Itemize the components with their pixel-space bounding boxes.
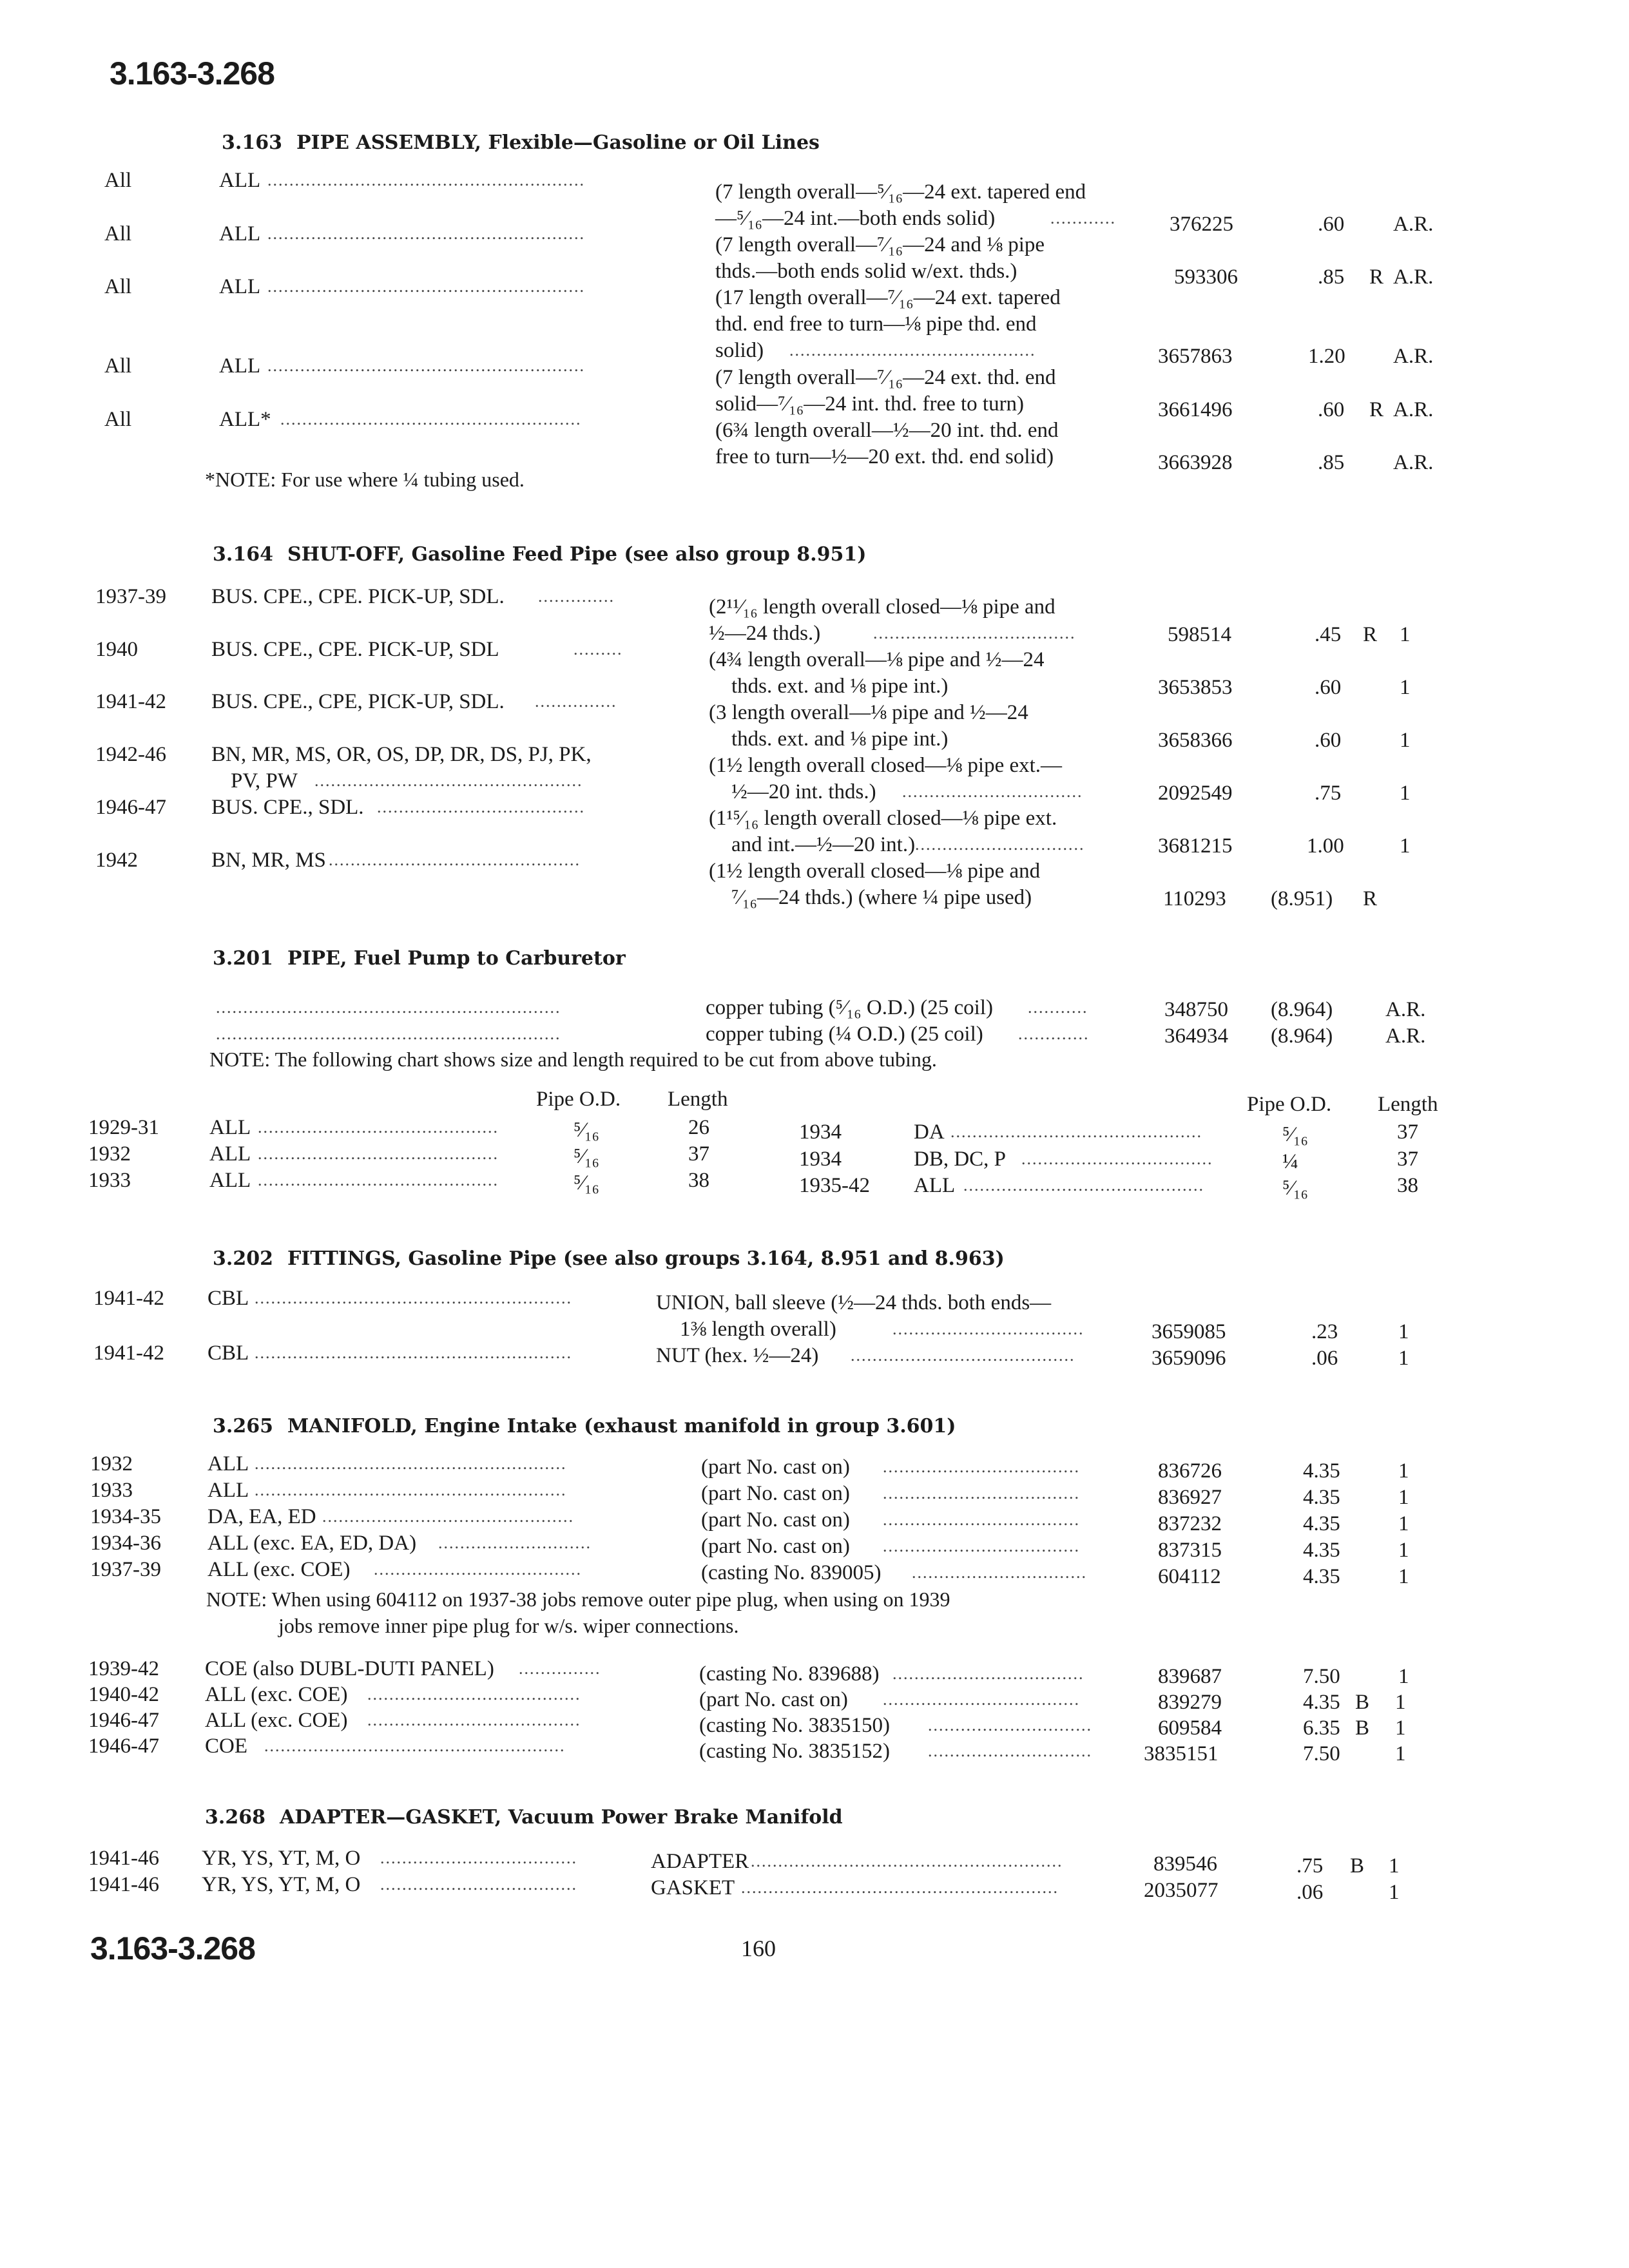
section-3-201-heading — [213, 947, 626, 970]
row-part-number: 3681215 — [1158, 834, 1233, 858]
row-model: YR, YS, YT, M, O — [202, 1847, 361, 1870]
leader-dots: ............... — [519, 1659, 601, 1678]
leader-dots: ............................................ — [258, 1171, 499, 1189]
row-part-number: 3653853 — [1158, 676, 1233, 699]
row-model: ALL — [207, 1479, 249, 1502]
leader-dots: ................................................. — [314, 771, 583, 790]
row-desc-line1: (2¹¹⁄₁₆ length overall closed—⅛ pipe and — [709, 595, 1055, 619]
leader-dots: ............................................ — [963, 1176, 1204, 1195]
row-desc-line2: and int.—½—20 int.) — [731, 833, 916, 856]
section-note-line1: NOTE: When using 604112 on 1937-38 jobs remove outer pipe plug, when using on 1939 — [206, 1588, 950, 1611]
leader-dots: .................................... — [380, 1875, 577, 1894]
row-year: 1937-39 — [95, 585, 166, 608]
row-part-number: 3661496 — [1158, 398, 1233, 421]
leader-dots: ............................................ — [258, 1144, 499, 1163]
row-desc-line1: ADAPTER — [651, 1850, 749, 1873]
row-model: CBL — [207, 1341, 249, 1365]
chart-model: DA — [914, 1120, 945, 1144]
row-model: BN, MR, MS — [211, 849, 326, 872]
row-desc-line1: GASKET — [651, 1876, 735, 1899]
row-part-number: 110293 — [1163, 887, 1226, 910]
row-qty: 1 — [1395, 1691, 1406, 1714]
leader-dots: .............................................. — [329, 850, 581, 869]
row-year: 1940 — [95, 638, 138, 661]
row-flag: R — [1363, 623, 1378, 646]
row-year: 1941-42 — [93, 1287, 164, 1310]
row-year: 1941-42 — [95, 690, 166, 713]
row-part-number: 604112 — [1158, 1565, 1221, 1588]
row-year: 1937-39 — [90, 1558, 161, 1581]
row-part-number: 593306 — [1174, 265, 1238, 289]
row-desc-line1: (part No. cast on) — [701, 1535, 850, 1558]
leader-dots: ....................................... — [367, 1711, 581, 1729]
row-desc-line1: (7 length overall—⁵⁄₁₆—24 ext. tapered end — [715, 180, 1086, 204]
page-header-range: 3.163-3.268 — [110, 55, 275, 91]
row-model: ALL (exc. COE) — [205, 1709, 348, 1732]
leader-dots: ............................................................... — [216, 998, 561, 1017]
leader-dots: ................................... — [1021, 1149, 1213, 1168]
section-title: PIPE, Fuel Pump to Carburetor — [287, 947, 626, 970]
row-price: 7.50 — [1303, 1742, 1340, 1765]
row-part-number: 3663928 — [1158, 451, 1233, 474]
row-desc-line1: UNION, ball sleeve (½—24 thds. both ends— — [656, 1291, 1052, 1314]
row-part-number: 3835151 — [1144, 1742, 1219, 1765]
tubing-desc: copper tubing (⁵⁄₁₆ O.D.) (25 coil) — [706, 996, 993, 1019]
row-price: (8.951) — [1271, 887, 1333, 910]
row-desc-line2: thds. ext. and ⅛ pipe int.) — [731, 675, 949, 698]
chart-year: 1932 — [88, 1142, 131, 1166]
row-year: 1941-42 — [93, 1341, 164, 1365]
row-price: .06 — [1311, 1347, 1338, 1370]
section-number: 3.265 — [213, 1415, 273, 1437]
leader-dots: .......................................................... — [741, 1878, 1059, 1897]
row-qty: 1 — [1398, 1347, 1409, 1370]
section-number: 3.201 — [213, 947, 273, 970]
chart-year: 1934 — [799, 1120, 842, 1144]
row-part-number: 376225 — [1170, 213, 1233, 236]
leader-dots: ...................................... — [374, 1560, 582, 1579]
row-model: BUS. CPE., SDL. — [211, 796, 364, 819]
leader-dots: ............................ — [438, 1533, 592, 1552]
row-desc-line2: ½—24 thds.) — [709, 622, 821, 645]
chart-header-length: Length — [1378, 1093, 1438, 1116]
row-price: .60 — [1315, 676, 1342, 699]
row-model: ALL — [207, 1452, 249, 1475]
row-year: All — [104, 275, 132, 298]
row-year: All — [104, 408, 132, 431]
row-year: 1942 — [95, 849, 138, 872]
chart-header-od: Pipe O.D. — [1247, 1093, 1332, 1116]
leader-dots: .............. — [538, 587, 615, 606]
row-part-number: 837232 — [1158, 1512, 1222, 1535]
row-qty: A.R. — [1393, 213, 1434, 236]
leader-dots: .......................................................... — [255, 1343, 572, 1362]
page-number: 160 — [741, 1936, 776, 1961]
row-flag: R — [1369, 398, 1384, 421]
leader-dots: .......................................................... — [267, 171, 585, 189]
row-qty: A.R. — [1393, 265, 1434, 289]
row-desc-line3: solid) — [715, 339, 764, 362]
chart-od: ⁵⁄₁₆ — [574, 1119, 600, 1142]
leader-dots: .......................................................... — [267, 356, 585, 375]
section-3-164-heading — [213, 543, 866, 566]
chart-year: 1933 — [88, 1169, 131, 1192]
row-part-number: 837315 — [1158, 1539, 1222, 1562]
row-price: 4.35 — [1303, 1691, 1340, 1714]
chart-header-od: Pipe O.D. — [536, 1088, 621, 1111]
chart-od: ¼ — [1282, 1150, 1298, 1173]
section-3-163-heading — [222, 131, 820, 154]
row-price: .60 — [1318, 213, 1345, 236]
row-qty: 1 — [1400, 623, 1411, 646]
section-note: NOTE: The following chart shows size and length required to be cut from above tubing. — [209, 1048, 937, 1071]
row-model: YR, YS, YT, M, O — [202, 1873, 361, 1896]
row-price: (8.964) — [1271, 998, 1333, 1021]
leader-dots: ......... — [574, 640, 623, 658]
row-model: ALL (exc. EA, ED, DA) — [207, 1532, 417, 1555]
section-note-line2: jobs remove inner pipe plug for w/s. wiper connections. — [278, 1614, 739, 1637]
row-desc-line1: (casting No. 3835150) — [699, 1714, 891, 1737]
row-desc-line1: (part No. cast on) — [701, 1508, 850, 1532]
row-desc-line1: (17 length overall—⁷⁄₁₆—24 ext. tapered — [715, 286, 1061, 309]
row-desc-line2: 1⅜ length overall) — [680, 1318, 836, 1341]
leader-dots: .................................... — [380, 1849, 577, 1867]
row-desc-line1: (1¹⁵⁄₁₆ length overall closed—⅛ pipe ext. — [709, 807, 1057, 830]
row-desc-line2: thd. end free to turn—⅛ pipe thd. end — [715, 312, 1037, 336]
row-flag: B — [1350, 1854, 1365, 1878]
row-price: 4.35 — [1303, 1512, 1340, 1535]
row-part-number: 3658366 — [1158, 729, 1233, 752]
leader-dots: .................................... — [883, 1690, 1080, 1709]
row-qty: 1 — [1400, 676, 1411, 699]
row-part-number: 839546 — [1153, 1852, 1217, 1876]
leader-dots: .................................... — [883, 1537, 1080, 1555]
row-desc-line1: (7 length overall—⁷⁄₁₆—24 and ⅛ pipe — [715, 233, 1045, 256]
chart-length: 38 — [688, 1169, 709, 1192]
leader-dots: ......................................................... — [751, 1852, 1063, 1870]
row-desc-line2: —⁵⁄₁₆—24 int.—both ends solid) — [715, 207, 996, 230]
leader-dots: .......................................................... — [267, 224, 585, 243]
row-year: 1933 — [90, 1479, 133, 1502]
row-qty: 1 — [1395, 1716, 1406, 1740]
row-part-number: 3657863 — [1158, 345, 1233, 368]
row-flag: B — [1355, 1691, 1370, 1714]
chart-od: ⁵⁄₁₆ — [574, 1171, 600, 1195]
leader-dots: ............................................. — [789, 341, 1036, 360]
row-flag: R — [1369, 265, 1384, 289]
row-year: 1934-35 — [90, 1505, 161, 1528]
row-model: ALL (exc. COE) — [207, 1558, 351, 1581]
chart-od: ⁵⁄₁₆ — [1282, 1123, 1309, 1146]
row-model: ALL — [219, 275, 261, 298]
row-model: ALL* — [219, 408, 271, 431]
row-price: 1.00 — [1307, 834, 1344, 858]
chart-length: 38 — [1397, 1174, 1418, 1197]
row-price: 6.35 — [1303, 1716, 1340, 1740]
chart-year: 1935-42 — [799, 1174, 870, 1197]
row-year: 1946-47 — [95, 796, 166, 819]
row-year: 1934-36 — [90, 1532, 161, 1555]
row-year: 1941-46 — [88, 1873, 159, 1896]
chart-length: 37 — [1397, 1148, 1418, 1171]
chart-od: ⁵⁄₁₆ — [1282, 1177, 1309, 1200]
row-qty: 1 — [1398, 1512, 1409, 1535]
row-price: 4.35 — [1303, 1486, 1340, 1509]
row-qty: 1 — [1389, 1854, 1400, 1878]
row-qty: A.R. — [1385, 1024, 1426, 1048]
row-desc-line1: (casting No. 839688) — [699, 1662, 880, 1686]
leader-dots: .............................................. — [322, 1507, 574, 1526]
row-qty: 1 — [1389, 1881, 1400, 1904]
chart-length: 37 — [688, 1142, 709, 1166]
row-desc-line1: (1½ length overall closed—⅛ pipe and — [709, 860, 1041, 883]
chart-model: ALL — [914, 1174, 956, 1197]
row-qty: A.R. — [1393, 451, 1434, 474]
row-part-number: 348750 — [1164, 998, 1228, 1021]
leader-dots: ....................................................... — [264, 1736, 566, 1755]
section-3-202-heading — [213, 1247, 1005, 1270]
leader-dots: ...................................... — [377, 798, 585, 816]
row-model: DA, EA, ED — [207, 1505, 316, 1528]
row-part-number: 3659096 — [1152, 1347, 1226, 1370]
row-desc-line1: NUT (hex. ½—24) — [656, 1344, 819, 1367]
chart-length: 37 — [1397, 1120, 1418, 1144]
chart-model: DB, DC, P — [914, 1148, 1007, 1171]
row-model: BUS. CPE., CPE, PICK-UP, SDL. — [211, 690, 505, 713]
leader-dots: ............... — [535, 692, 617, 711]
row-flag: R — [1363, 887, 1378, 910]
leader-dots: ......................................... — [851, 1346, 1075, 1365]
row-desc-line1: (4¾ length overall—⅛ pipe and ½—24 — [709, 648, 1045, 671]
section-number: 3.164 — [213, 543, 273, 566]
row-qty: 1 — [1398, 1320, 1409, 1343]
leader-dots: ................................. — [902, 782, 1083, 801]
row-year: 1942-46 — [95, 743, 166, 766]
row-price: 4.35 — [1303, 1539, 1340, 1562]
row-qty: A.R. — [1393, 398, 1434, 421]
row-qty: A.R. — [1385, 998, 1426, 1021]
row-model: BUS. CPE., CPE. PICK-UP, SDL. — [211, 585, 505, 608]
leader-dots: .................................... — [883, 1484, 1080, 1503]
row-qty: 1 — [1398, 1565, 1409, 1588]
row-year: All — [104, 222, 132, 245]
row-part-number: 839279 — [1158, 1691, 1222, 1714]
chart-model: ALL — [209, 1142, 251, 1166]
leader-dots: ..................................... — [873, 624, 1076, 642]
row-flag: B — [1355, 1716, 1370, 1740]
section-title: MANIFOLD, Engine Intake (exhaust manifold in group 3.601) — [287, 1415, 956, 1437]
row-price: .85 — [1318, 265, 1345, 289]
row-qty: 1 — [1400, 782, 1411, 805]
row-model-line2: PV, PW — [231, 769, 298, 793]
row-price: 4.35 — [1303, 1565, 1340, 1588]
row-price: .45 — [1315, 623, 1342, 646]
leader-dots: ............ — [1050, 209, 1116, 227]
row-part-number: 3659085 — [1152, 1320, 1226, 1343]
row-model: ALL — [219, 354, 261, 378]
row-desc-line2: ⁷⁄₁₆—24 thds.) (where ¼ pipe used) — [731, 886, 1032, 909]
chart-length: 26 — [688, 1116, 709, 1139]
section-3-265-heading — [213, 1415, 956, 1437]
row-qty: 1 — [1398, 1459, 1409, 1483]
row-price: .60 — [1315, 729, 1342, 752]
row-model: ALL (exc. COE) — [205, 1683, 348, 1706]
leader-dots: .................................... — [883, 1510, 1080, 1529]
leader-dots: ................................... — [892, 1664, 1084, 1683]
leader-dots: ............................... — [915, 835, 1085, 854]
row-year: 1946-47 — [88, 1709, 159, 1732]
section-note: *NOTE: For use where ¼ tubing used. — [205, 468, 525, 491]
row-part-number: 598514 — [1168, 623, 1231, 646]
section-number: 3.202 — [213, 1247, 273, 1270]
row-qty: 1 — [1398, 1665, 1409, 1688]
row-desc-line2: ½—20 int. thds.) — [731, 780, 876, 803]
chart-model: ALL — [209, 1169, 251, 1192]
row-qty: 1 — [1400, 834, 1411, 858]
leader-dots: ......................................................... — [255, 1481, 567, 1499]
section-title: PIPE ASSEMBLY, Flexible—Gasoline or Oil Lines — [296, 131, 820, 154]
row-model: BN, MR, MS, OR, OS, DP, DR, DS, PJ, PK, — [211, 743, 592, 766]
leader-dots: .............................. — [928, 1742, 1092, 1760]
chart-year: 1934 — [799, 1148, 842, 1171]
row-qty: A.R. — [1393, 345, 1434, 368]
row-year: 1940-42 — [88, 1683, 159, 1706]
row-desc-line1: (part No. cast on) — [701, 1482, 850, 1505]
row-model: CBL — [207, 1287, 249, 1310]
row-desc-line1: (casting No. 3835152) — [699, 1740, 891, 1763]
leader-dots: ................................ — [912, 1563, 1087, 1582]
row-model: BUS. CPE., CPE. PICK-UP, SDL — [211, 638, 499, 661]
row-price: .85 — [1318, 451, 1345, 474]
row-qty: 1 — [1398, 1486, 1409, 1509]
row-part-number: 836927 — [1158, 1486, 1222, 1509]
leader-dots: ............. — [1018, 1024, 1090, 1043]
row-part-number: 609584 — [1158, 1716, 1222, 1740]
row-year: All — [104, 169, 132, 192]
row-desc-line2: thds.—both ends solid w/ext. thds.) — [715, 260, 1017, 283]
leader-dots: ................................... — [892, 1320, 1084, 1338]
row-desc-line2: free to turn—½—20 ext. thd. end solid) — [715, 445, 1054, 468]
leader-dots: .......................................................... — [267, 277, 585, 296]
row-qty: 1 — [1398, 1539, 1409, 1562]
page-footer-range: 3.163-3.268 — [90, 1930, 255, 1966]
row-desc-line1: (3 length overall—⅛ pipe and ½—24 — [709, 701, 1028, 724]
row-desc-line2: solid—⁷⁄₁₆—24 int. thd. free to turn) — [715, 392, 1025, 416]
row-year: 1946-47 — [88, 1735, 159, 1758]
row-price: .06 — [1296, 1881, 1324, 1904]
section-number: 3.163 — [222, 131, 282, 154]
row-price: 1.20 — [1308, 345, 1345, 368]
leader-dots: ....................................................... — [280, 410, 582, 428]
row-price: .75 — [1315, 782, 1342, 805]
chart-od: ⁵⁄₁₆ — [574, 1145, 600, 1168]
leader-dots: ........... — [1028, 998, 1088, 1017]
leader-dots: .................................... — [883, 1457, 1080, 1476]
row-part-number: 2035077 — [1144, 1879, 1219, 1902]
row-price: 4.35 — [1303, 1459, 1340, 1483]
row-desc-line2: thds. ext. and ⅛ pipe int.) — [731, 727, 949, 751]
row-part-number: 364934 — [1164, 1024, 1228, 1048]
section-title: FITTINGS, Gasoline Pipe (see also groups 3.164, 8.951 and 8.963) — [287, 1247, 1005, 1270]
leader-dots: ......................................................... — [255, 1454, 567, 1473]
row-desc-line1: (1½ length overall closed—⅛ pipe ext.— — [709, 754, 1063, 777]
row-year: All — [104, 354, 132, 378]
leader-dots: .......................................................... — [255, 1289, 572, 1307]
row-model: COE (also DUBL-DUTI PANEL) — [205, 1657, 494, 1680]
row-desc-line1: (6¾ length overall—½—20 int. thd. end — [715, 419, 1059, 442]
leader-dots: ....................................... — [367, 1685, 581, 1704]
row-price: .75 — [1296, 1854, 1324, 1878]
tubing-desc: copper tubing (¼ O.D.) (25 coil) — [706, 1023, 983, 1046]
section-title: SHUT-OFF, Gasoline Feed Pipe (see also group 8.951) — [287, 543, 867, 566]
section-3-268-heading — [205, 1806, 843, 1829]
leader-dots: .............................................. — [950, 1122, 1202, 1141]
row-price: .23 — [1311, 1320, 1338, 1343]
section-title: ADAPTER—GASKET, Vacuum Power Brake Manifold — [279, 1806, 843, 1829]
row-part-number: 2092549 — [1158, 782, 1233, 805]
leader-dots: .............................. — [928, 1716, 1092, 1735]
row-qty: 1 — [1395, 1742, 1406, 1765]
chart-header-length: Length — [668, 1088, 728, 1111]
section-number: 3.268 — [205, 1806, 265, 1829]
row-price: 7.50 — [1303, 1665, 1340, 1688]
row-desc-line1: (7 length overall—⁷⁄₁₆—24 ext. thd. end — [715, 366, 1056, 389]
row-desc-line1: (part No. cast on) — [699, 1688, 848, 1711]
leader-dots: ............................................................... — [216, 1024, 561, 1043]
row-qty: 1 — [1400, 729, 1411, 752]
chart-year: 1929-31 — [88, 1116, 159, 1139]
row-year: 1932 — [90, 1452, 133, 1475]
row-price: .60 — [1318, 398, 1345, 421]
row-model: ALL — [219, 169, 261, 192]
row-model: ALL — [219, 222, 261, 245]
leader-dots: ............................................ — [258, 1118, 499, 1137]
row-desc-line1: (part No. cast on) — [701, 1456, 850, 1479]
row-desc-line1: (casting No. 839005) — [701, 1561, 882, 1584]
row-model: COE — [205, 1735, 247, 1758]
row-year: 1941-46 — [88, 1847, 159, 1870]
row-part-number: 839687 — [1158, 1665, 1222, 1688]
chart-model: ALL — [209, 1116, 251, 1139]
row-price: (8.964) — [1271, 1024, 1333, 1048]
row-part-number: 836726 — [1158, 1459, 1222, 1483]
row-year: 1939-42 — [88, 1657, 159, 1680]
